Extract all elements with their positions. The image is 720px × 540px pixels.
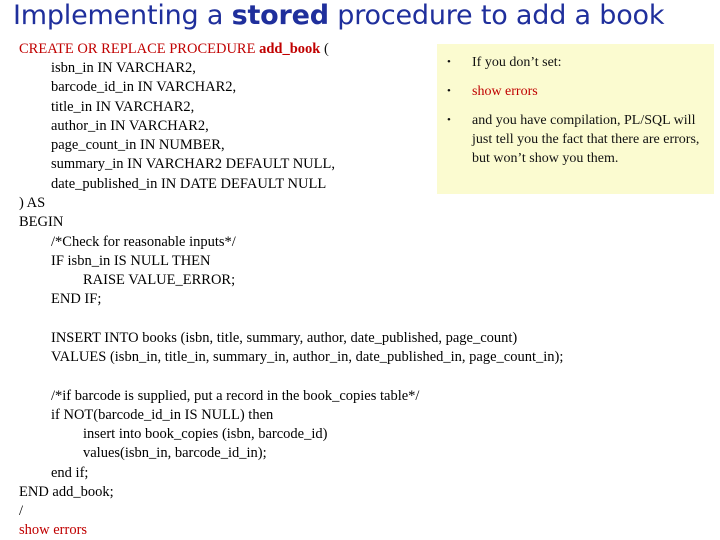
code-line-17: /*if barcode is supplied, put a record in the book_copies table*/ [51, 388, 420, 404]
code-line-23: / [19, 503, 24, 519]
code-line-9: ) AS [19, 195, 46, 211]
code-line-12: IF isbn_in IS NULL THEN [51, 253, 211, 269]
bullet-icon: • [447, 114, 451, 126]
code-line-24: show errors [19, 522, 88, 538]
code-line-6: page_count_in IN NUMBER, [51, 137, 225, 153]
code-line-3: barcode_id_in IN VARCHAR2, [51, 79, 237, 95]
code-line-10: BEGIN [19, 214, 64, 230]
code-line-15: INSERT INTO books (isbn, title, summary, author, date_published, page_count) [51, 330, 518, 346]
title-text-end: procedure to add a book [328, 0, 665, 31]
code-line-18: if NOT(barcode_id_in IS NULL) then [51, 407, 274, 423]
note-text: If you don’t set: [472, 55, 562, 70]
code-line-21: end if; [51, 465, 89, 481]
title-emphasis: stored [231, 0, 329, 31]
code-line-2: isbn_in IN VARCHAR2, [51, 60, 196, 76]
code-procedure-name: add_book [259, 41, 321, 57]
code-line-22: END add_book; [19, 484, 114, 500]
note-box [437, 44, 714, 194]
code-create-keyword: CREATE OR REPLACE PROCEDURE [19, 41, 260, 57]
bullet-icon: • [447, 56, 451, 68]
code-line-11: /*Check for reasonable inputs*/ [51, 234, 236, 250]
code-line-4: title_in IN VARCHAR2, [51, 99, 195, 115]
code-line-20: values(isbn_in, barcode_id_in); [83, 445, 267, 461]
code-line-1 [19, 40, 329, 59]
note-text: and you have compilation, PL/SQL will just tell you the fact that there are errors, but won’t show you them. [472, 113, 700, 166]
title-text-start: Implementing a [13, 0, 232, 31]
note-text: show errors [472, 84, 538, 99]
code-line-5: author_in IN VARCHAR2, [51, 118, 209, 134]
bullet-icon: • [447, 85, 451, 97]
slide-title [13, 0, 664, 31]
code-line-16: VALUES (isbn_in, title_in, summary_in, author_in, date_published_in, page_count_in); [51, 349, 564, 365]
code-line-13: RAISE VALUE_ERROR; [83, 272, 236, 288]
code-line-7: summary_in IN VARCHAR2 DEFAULT NULL, [51, 156, 335, 172]
code-open-paren: ( [320, 41, 329, 57]
code-line-14: END IF; [51, 291, 102, 307]
code-line-19: insert into book_copies (isbn, barcode_id) [83, 426, 328, 442]
code-line-8: date_published_in IN DATE DEFAULT NULL [51, 176, 327, 192]
